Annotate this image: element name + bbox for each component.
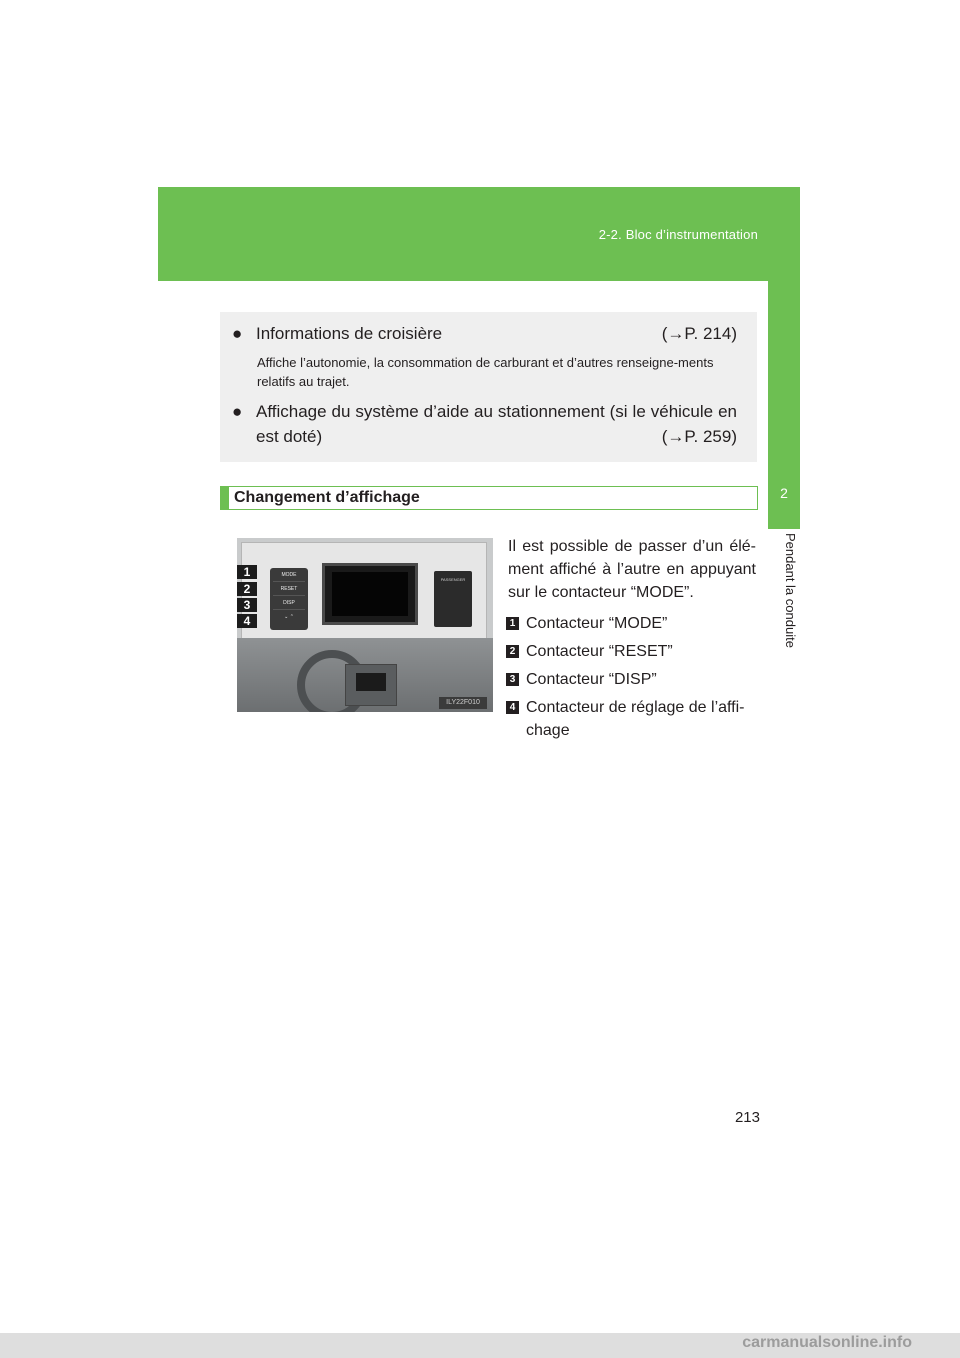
list-item bbox=[506, 640, 758, 663]
switch-list bbox=[506, 612, 758, 747]
lead-paragraph: Il est possible de passer d’un élé-ment affiché à l’autre en appuyant sur le contacteur “MODE”. bbox=[508, 538, 756, 601]
header-band bbox=[158, 187, 800, 281]
display-panel bbox=[241, 542, 487, 640]
reset-switch: RESET bbox=[273, 584, 305, 596]
number-badge: 3 bbox=[506, 673, 519, 686]
callout-2: 2 bbox=[237, 582, 257, 596]
list-item bbox=[506, 668, 758, 691]
list-item bbox=[506, 612, 758, 635]
number-badge: 4 bbox=[506, 701, 519, 714]
screen-inner bbox=[332, 572, 408, 616]
mode-switch: MODE bbox=[273, 570, 305, 582]
switch-stack bbox=[270, 568, 308, 630]
info-item-title: Affichage du système d’aide au stationnement (si le véhicule en est doté) bbox=[256, 402, 737, 446]
callout-3: 3 bbox=[237, 598, 257, 612]
multi-info-screen bbox=[322, 563, 418, 625]
image-code: ILY22F010 bbox=[439, 697, 487, 709]
callout-1: 1 bbox=[237, 565, 257, 579]
chapter-label: Pendant la conduite bbox=[783, 533, 798, 648]
section-heading-text: Changement d’affichage bbox=[234, 489, 420, 506]
page-number: 213 bbox=[734, 1109, 760, 1126]
passenger-label: PASSENGER bbox=[440, 577, 466, 582]
list-item-label: Contacteur de réglage de l’affi-chage bbox=[526, 699, 745, 739]
list-item bbox=[506, 696, 758, 742]
instrument-panel-figure bbox=[237, 538, 493, 712]
passenger-indicator bbox=[434, 571, 472, 627]
center-console bbox=[345, 664, 397, 706]
watermark-link[interactable]: carmanualsonline.info bbox=[742, 1334, 912, 1351]
info-item-2 bbox=[232, 399, 737, 451]
info-item-title: Informations de croisière bbox=[256, 324, 443, 343]
footer-watermark-bar bbox=[0, 1333, 960, 1358]
number-badge: 2 bbox=[506, 645, 519, 658]
number-badge: 1 bbox=[506, 617, 519, 630]
page-reference[interactable]: (→P. 214) bbox=[661, 324, 737, 343]
callout-4: 4 bbox=[237, 614, 257, 628]
list-item-label: Contacteur “DISP” bbox=[526, 671, 657, 688]
heading-bar bbox=[221, 487, 229, 509]
console-screen bbox=[356, 673, 386, 691]
chapter-number: 2 bbox=[780, 485, 788, 501]
info-item-description: Affiche l’autonomie, la consommation de carburant et d’autres renseigne-ments relatifs au trajet. bbox=[257, 355, 714, 389]
list-item-label: Contacteur “MODE” bbox=[526, 615, 668, 632]
info-box bbox=[220, 312, 757, 462]
bullet-icon: ● bbox=[232, 402, 243, 421]
chapter-tab bbox=[768, 281, 800, 529]
page-reference[interactable]: (→P. 259) bbox=[661, 427, 737, 446]
disp-switch: DISP bbox=[273, 598, 305, 610]
section-title: 2-2. Bloc d’instrumentation bbox=[598, 227, 758, 242]
adjust-switch: ⌄ ⌃ bbox=[284, 614, 294, 620]
list-item-label: Contacteur “RESET” bbox=[526, 643, 673, 660]
bullet-icon: ● bbox=[232, 324, 243, 343]
section-heading bbox=[220, 486, 758, 510]
